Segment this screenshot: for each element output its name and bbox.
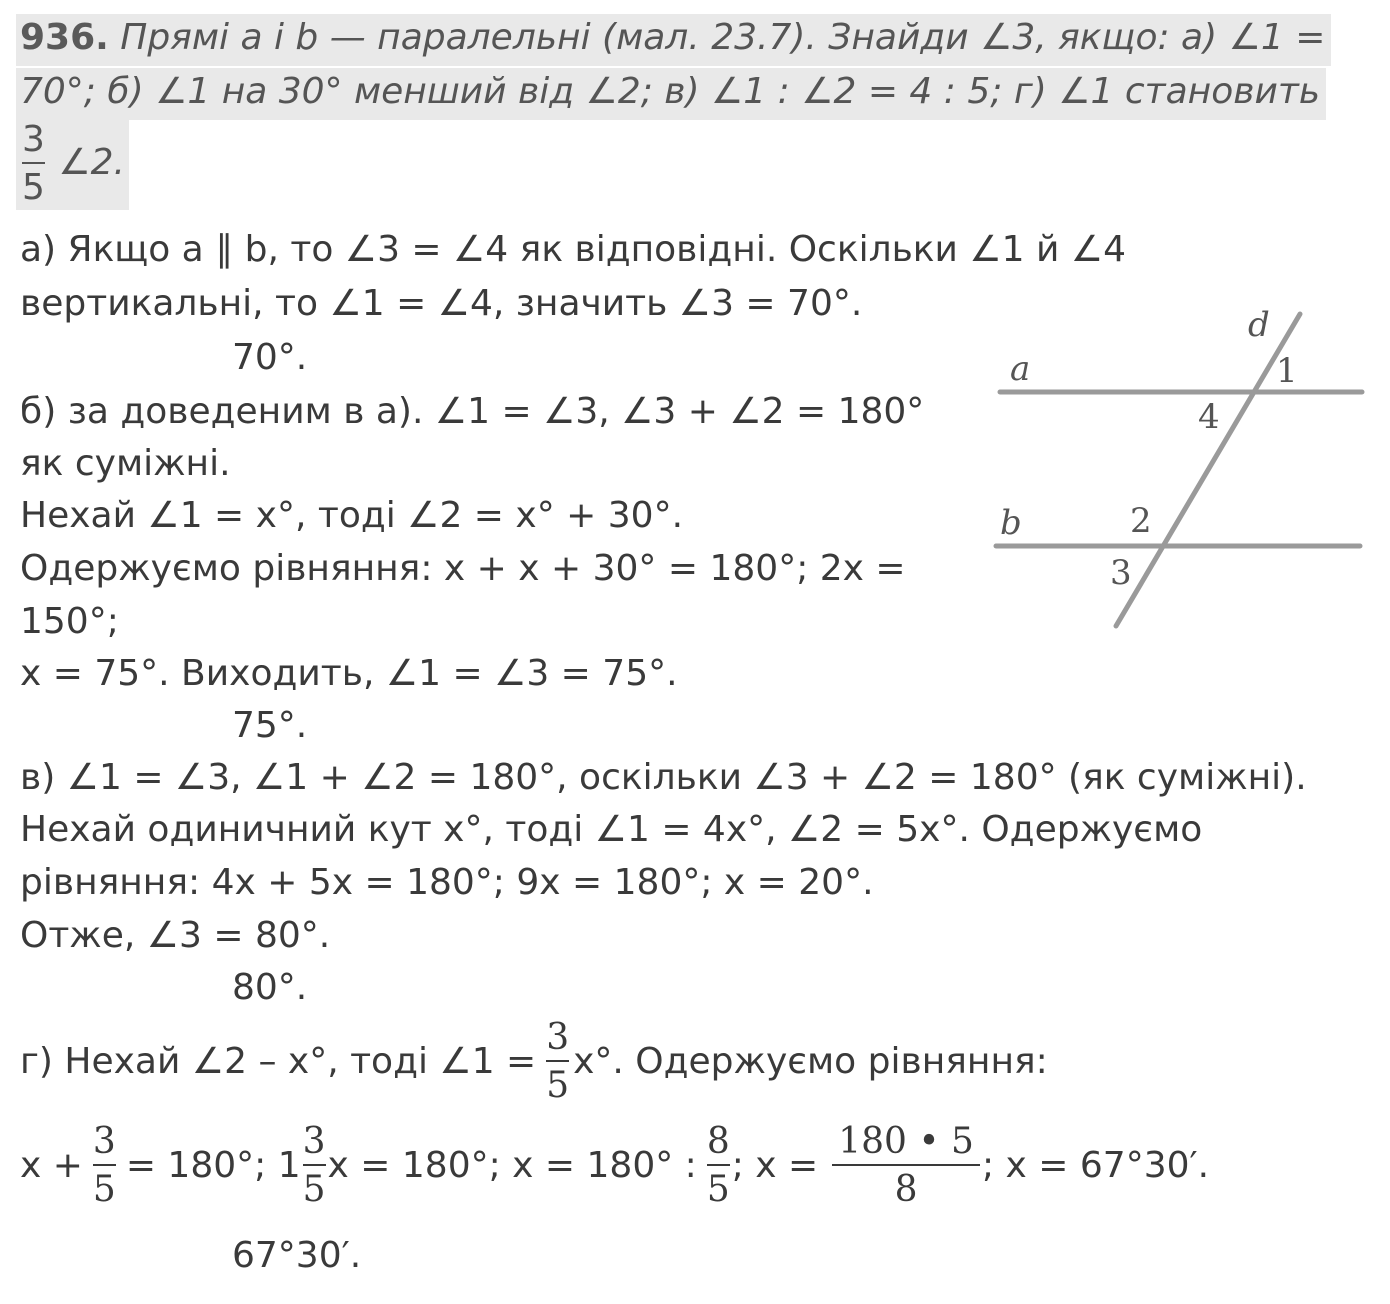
task-line-1 [16,14,1331,66]
d2-f1-num: 3 [92,1121,116,1162]
solution-c-line-1: в) ∠1 = ∠3, ∠1 + ∠2 = 180°, оскільки ∠3 + ∠2 = 180° (як суміжні). [20,757,1307,798]
figure-parallel-lines [990,300,1370,640]
d2-fraction-3 [706,1121,730,1210]
solution-b-line-3: Нехай ∠1 = x°, тоді ∠2 = x° + 30°. [20,495,684,536]
solution-d-line-1 [20,1017,1048,1106]
d2-fraction-2 [302,1121,326,1210]
solution-b-line-5: 150°; [20,601,119,642]
task-number: 936. [20,17,109,58]
task-frac-den: 5 [22,162,45,206]
answer-a: 70°. [232,337,308,378]
task-text-1: Прямі a і b — паралельні (мал. 23.7). Знайди ∠3, якщо: а) ∠1 = [120,17,1326,58]
solution-b-line-4: Одержуємо рівняння: x + x + 30° = 180°; 2x = [20,548,906,589]
d2-f2-den: 5 [303,1164,326,1208]
label-d: d [1248,305,1270,345]
d1-frac-num: 3 [546,1017,570,1058]
solution-c-line-3: рівняння: 4x + 5x = 180°; 9x = 180°; x = 20°. [20,862,874,903]
angle-label-1: 1 [1276,351,1298,391]
d2-f1-den: 5 [93,1164,116,1208]
d2-f3-num: 8 [706,1121,730,1162]
d2-text-2: = 180°; 1 [125,1145,301,1186]
solution-a-line-2: вертикальні, то ∠1 = ∠4, значить ∠3 = 70°. [20,283,863,324]
angle-label-2: 2 [1130,501,1152,541]
solution-b-line-2: як суміжні. [20,443,231,484]
d2-text-3: x = 180°; x = 180° : [327,1145,697,1186]
d2-f2-num: 3 [302,1121,326,1162]
solution-d-line-2 [20,1121,1210,1210]
label-b: b [1000,503,1022,543]
d1-fraction [546,1017,570,1106]
answer-b: 75°. [232,705,308,746]
d2-f4-num: 180 • 5 [838,1121,974,1162]
d1-frac-den: 5 [546,1060,569,1104]
solution-a-line-1: а) Якщо a ∥ b, то ∠3 = ∠4 як відповідні. Оскільки ∠1 й ∠4 [20,229,1127,270]
solution-b-line-1: б) за доведеним в а). ∠1 = ∠3, ∠3 + ∠2 = 180° [20,391,925,432]
line-d [1116,314,1300,626]
d2-fraction-4 [832,1121,980,1210]
d2-text-5: ; x = 67°30′. [981,1145,1210,1186]
d2-f4-den: 8 [832,1164,980,1208]
label-a: a [1010,349,1031,389]
d2-f3-den: 5 [707,1164,730,1208]
angle-label-3: 3 [1110,553,1132,593]
task-text-3: ∠2. [58,142,125,183]
task-line-2 [16,68,1326,120]
answer-d: 67°30′. [232,1235,362,1276]
solution-c-line-2: Нехай одиничний кут x°, тоді ∠1 = 4x°, ∠2 = 5x°. Одержуємо [20,809,1203,850]
d2-text-1: x + [20,1145,83,1186]
task-frac-num: 3 [22,119,45,160]
d2-text-4: ; x = [731,1145,819,1186]
solution-c-line-4: Отже, ∠3 = 80°. [20,915,331,956]
solution-b-line-6: x = 75°. Виходить, ∠1 = ∠3 = 75°. [20,653,678,694]
task-line-3 [16,118,129,210]
d1-text-pre: г) Нехай ∠2 – x°, тоді ∠1 = [20,1041,537,1082]
task-fraction [22,119,45,208]
answer-c: 80°. [232,967,308,1008]
d2-fraction-1 [92,1121,116,1210]
d1-text-post: x°. Одержуємо рівняння: [573,1041,1048,1082]
task-text-2: 70°; б) ∠1 на 30° менший від ∠2; в) ∠1 : ∠2 = 4 : 5; г) ∠1 становить [20,71,1321,112]
angle-label-4: 4 [1198,397,1220,437]
